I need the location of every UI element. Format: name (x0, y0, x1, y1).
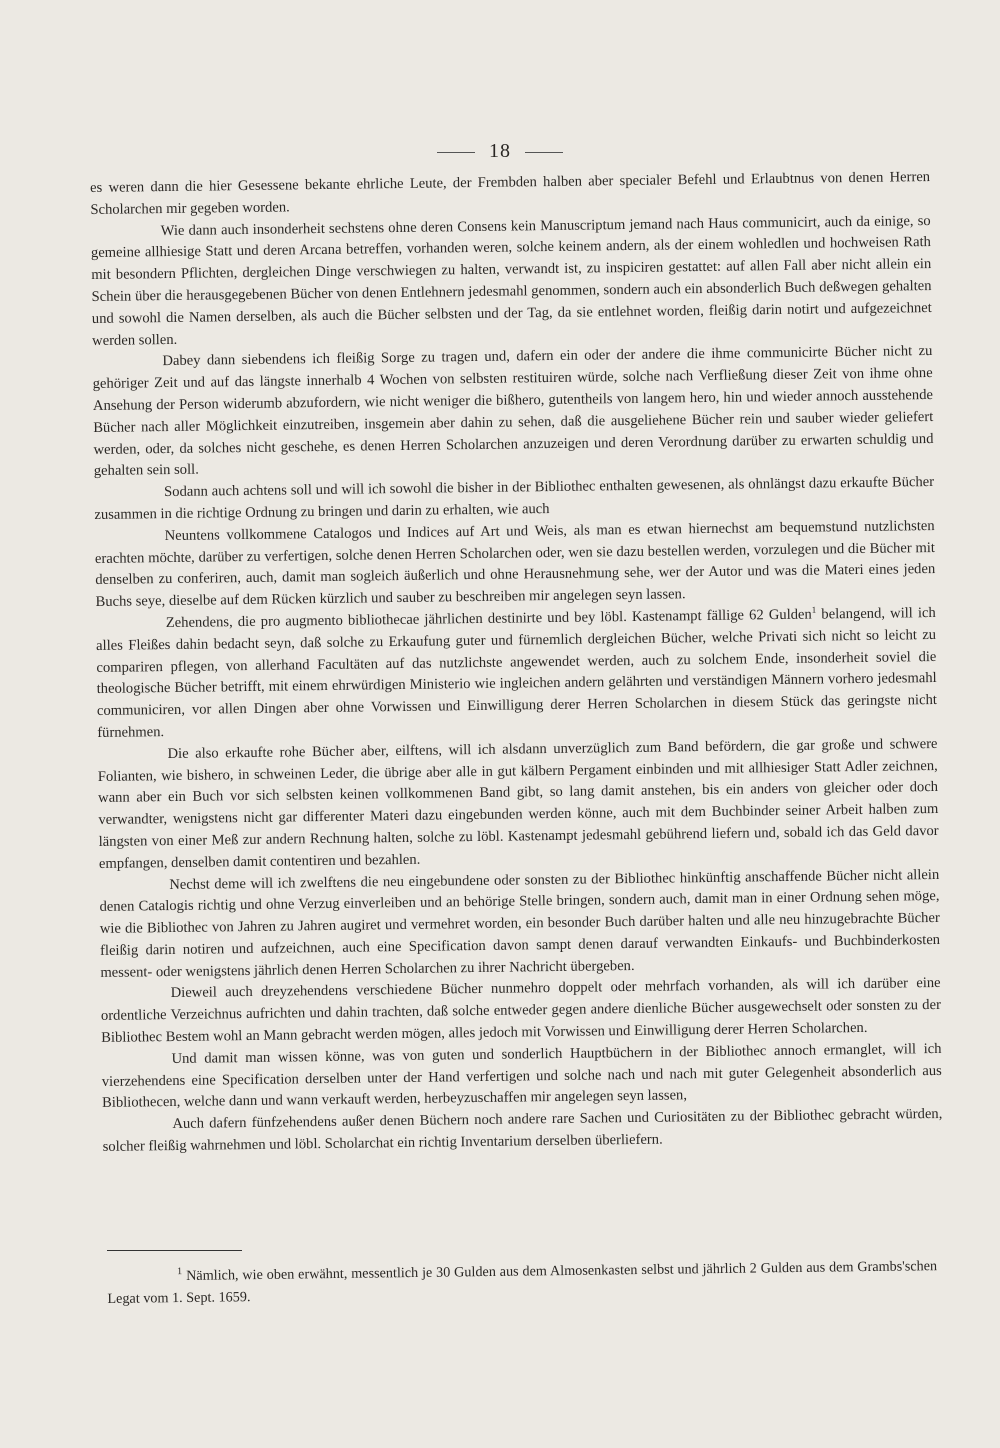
paragraph: Und damit man wissen könne, was von guten und sonderlich Hauptbüchern in der Bibliothec annoch ermanglet, will ich vierzehendens eine Specification derselben unter der Hand verfertigen und solche nach und nach mit guter Gelegenheit absonderlich aus Bibliothecen, welche dann und wann verkauft werden, herbeyzuschaffen mir angelegen seyn lassen, (101, 1040, 942, 1112)
paragraph: Nechst deme will ich zwelftens die neu eingebundene oder sonsten zu der Bibliothec hinkünftig anschaffende Bücher nicht allein denen Catalogis richtig und ohne Verzug einverleiben und an behörige Stelle bringen, sondern auch, damit man in einer Ordnung sehen möge, wie die Bibliothec von Jahren zu Jahren augiret und vermehret worden, ein besonder Buch darüber halten und alle neu hinzugebrachte Bücher fleißig darin notiren und aufzeichnen, auch eine Specification davon sampt denen darauf verwandten Einkaufs- und Buchbinderkosten messent- oder wenigstens jährlich denen Herren Scholarchen zu ihrer Nachricht übergeben. (99, 866, 941, 981)
paragraph: Zehendens, die pro augmento bibliothecae jährlichen destinirte und bey löbl. Kastenampt fällige 62 Gulden$^1$ belangend, will ich alles Fleißes dahin bedacht seyn, daß solche zu Erkaufung guter und fürnemlich dergleichen Bücher, welche Privati sich nicht so leicht zu compariren pflegen, von allerhand Facultäten auf das nutzlichste angewendet werden, auch zu solchem Ende, insonderheit soviel die theologische Bücher betrifft, mit einem ehrwürdigen Ministerio wie ingleichen andern gelährten und verständigen Männern vorhero jedesmahl communiciren, vor allen Dingen aber ohne Vorwissen und Einwilligung derer Herren Scholarchen in diesem Stück das geringste nicht fürnehmen. (96, 604, 938, 741)
paragraph: es weren dann die hier Gesessene bekante ehrliche Leute, der Frembden halben aber specialer Befehl und Erlaubtnus von denen Herren Scholarchen mir gegeben worden. (90, 169, 931, 218)
paragraph: Auch dafern fünfzehendens außer denen Büchern noch andere rare Sachen und Curiositäten zu der Bibliothec gebracht würden, solcher fleißig wahrnehmen und löbl. Scholarchat ein richtig Inventarium derselben überliefern. (102, 1106, 943, 1155)
footnote-mark: 1 (177, 1266, 183, 1278)
paragraph: Die also erkaufte rohe Bücher aber, eilftens, will ich alsdann unverzüglich zum Band befördern, die gar große und schwere Folianten, wie bishero, in schweinen Leder, die übrige aber alle in gut kälbern Pergament einbinden und mit allhiesiger Statt Adler zeichnen, wann aber ein Buch vor sich selbsten keinen vollkommenen Band gibt, so lang damit anstehen, bis ein anders von gleicher oder doch verwandter, wenigstens nicht gar differenter Materi dazu eingebunden werden könne, auch mit dem Buchbinder seiner Arbeit halben zum längsten von einer Meß zur andern Rechnung halten, solche zu löbl. Kastenampt jedesmahl gebührend liefern und, sobald ich das Geld davor empfangen, denselben damit contentiren und bezahlen. (97, 735, 939, 872)
paragraph: Dabey dann siebendens ich fleißig Sorge zu tragen und, dafern ein oder der andere die ihme communicirte Bücher nicht zu gehöriger Zeit und auf das längste innerhalb 4 Wochen von selbsten restituiren würde, solche nach Verfließung dieser Zeit von ihme ohne Ansehung der Person widerumb abzufordern, wie nicht weniger die bißhero, gutentheils von langem hero, hin und wieder annoch ausstehende Bücher nach aller Möglichkeit einzutreiben, insgemein aber dahin zu sehen, daß die ausgeliehene Bücher rein und sauber wieder geliefert werden, oder, da solches nicht geschehe, es denen Herren Scholarchen anzuzeigen und deren Verordnung darüber zu erwarten schuldig und gehalten sein soll. (92, 343, 934, 480)
page-number (0, 140, 1000, 163)
paragraph: Neuntens vollkommene Catalogos und Indices auf Art und Weis, als man es etwan hiernechst am bequemstund nutzlichsten erachten möchte, darüber zu verfertigen, solche denen Herren Scholarchen oder, wen sie dazu bestellen werden, vorzulegen und die Bücher mit denselben zu conferiren, auch, damit man sogleich äußerlich und ohne Herausnehmung sehe, wer der Autor und was die Materi eines jeden Buchs seye, dieselbe auf dem Rücken kürzlich und sauber zu beschreiben mir angelegen seyn lassen. (94, 517, 936, 611)
footnote (107, 1255, 938, 1310)
page-number-text: 18 (489, 140, 511, 162)
footnote-reference[interactable]: 1 (811, 604, 817, 615)
page-number-dash-right (525, 152, 563, 153)
footnote-text: Nämlich, wie oben erwähnt, messentlich je 30 Gulden aus dem Almosenkasten selbst und jährlich 2 Gulden aus dem Grambs'schen Legat vom 1. Sept. 1659. (107, 1258, 938, 1307)
footnote-divider (107, 1250, 242, 1251)
paragraph: Sodann auch achtens soll und will ich sowohl die bisher in der Bibliothec enthalten gewesenen, als ohnlängst dazu erkaufte Bücher zusammen in die richtige Ordnung zu bringen und darin zu erhalten, wie auch (94, 474, 935, 523)
body-text (90, 167, 943, 1159)
page-number-dash-left (437, 152, 475, 153)
paragraph: Dieweil auch dreyzehendens verschiedene Bücher nunmehro doppelt oder mehrfach vorhanden, als will ich darüber eine ordentliche Verzeichnus aufrichten und dahin trachten, daß solche entweder gegen andere dienliche Bücher ausgewechselt oder sonsten zu der Bibliothec Bestem wohl an Mann gebracht werden mögen, alles jedoch mit Vorwissen und Einwilligung derer Herren Scholarchen. (100, 975, 942, 1047)
paragraph: Wie dann auch insonderheit sechstens ohne deren Consens kein Manuscriptum jemand nach Haus communicirt, auch da einige, so gemeine allhiesige Statt und deren Arcana betreffen, vorhanden weren, solche keinem andern, als der einem wohledlen und hochweisen Rath mit besondern Pflichten, dergleichen Dinge verschwiegen zu halten, verwandt ist, zu inspiciren gestattet: auf allen Fall aber nicht allein ein Schein über die herausgegebenen Bücher von denen Entlehnern jedesmahl genommen, sondern auch ein absonderlich Buch deßwegen gehalten und sowohl die Namen derselben, als auch die Bücher selbsten und der Tag, da sie entlehnet worden, fleißig darin notirt und aufgezeichnet werden sollen. (90, 212, 932, 349)
